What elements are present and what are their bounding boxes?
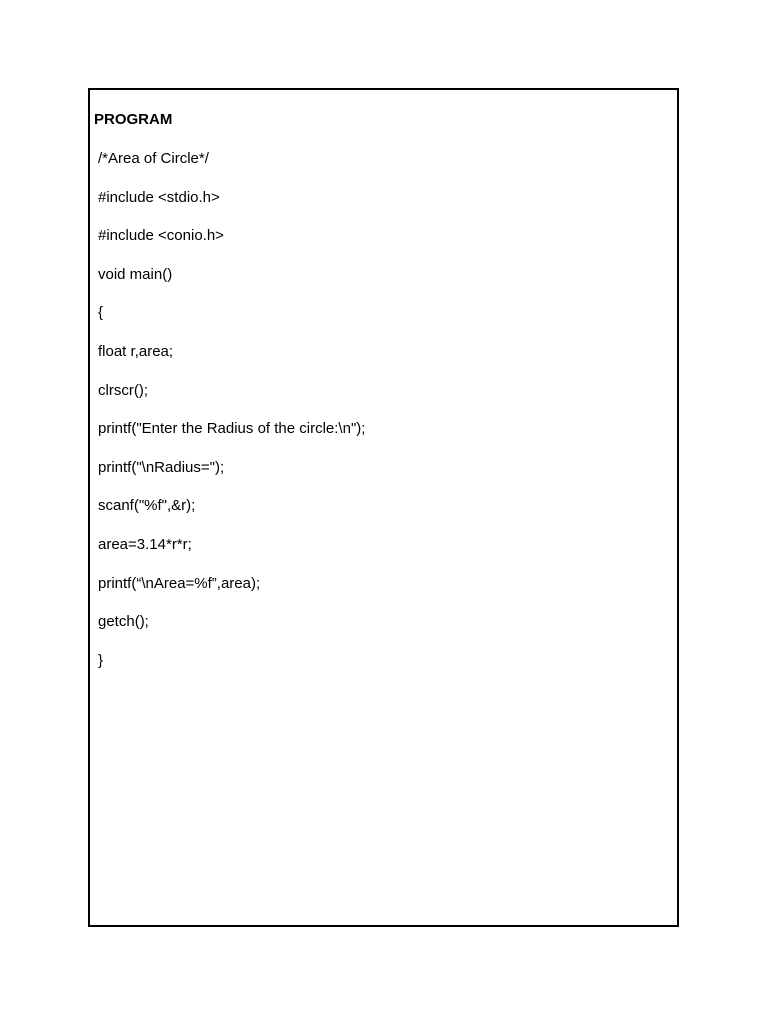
code-line-include-stdio: #include <stdio.h> xyxy=(98,188,220,206)
code-listing xyxy=(98,150,365,690)
code-line-printf-prompt: printf("Enter the Radius of the circle:\n"); xyxy=(98,420,366,438)
code-line-printf-radius: printf("\nRadius="); xyxy=(98,458,225,476)
code-line-scanf: scanf("%f",&r); xyxy=(98,497,196,515)
code-line-clrscr: clrscr(); xyxy=(98,381,148,399)
code-line-main-signature: void main() xyxy=(98,265,173,283)
code-line-printf-area: printf(“\nArea=%f”,area); xyxy=(98,574,261,592)
code-line-close-brace: } xyxy=(98,651,104,669)
code-line-include-conio: #include <conio.h> xyxy=(98,227,224,245)
code-line-open-brace: { xyxy=(98,304,104,322)
code-line-area-calc: area=3.14*r*r; xyxy=(98,535,192,553)
code-line-getch: getch(); xyxy=(98,613,149,631)
program-box xyxy=(88,88,679,927)
code-line-comment: /*Area of Circle*/ xyxy=(98,150,209,167)
program-heading: PROGRAM xyxy=(94,111,173,128)
code-line-declaration: float r,area; xyxy=(98,342,174,360)
